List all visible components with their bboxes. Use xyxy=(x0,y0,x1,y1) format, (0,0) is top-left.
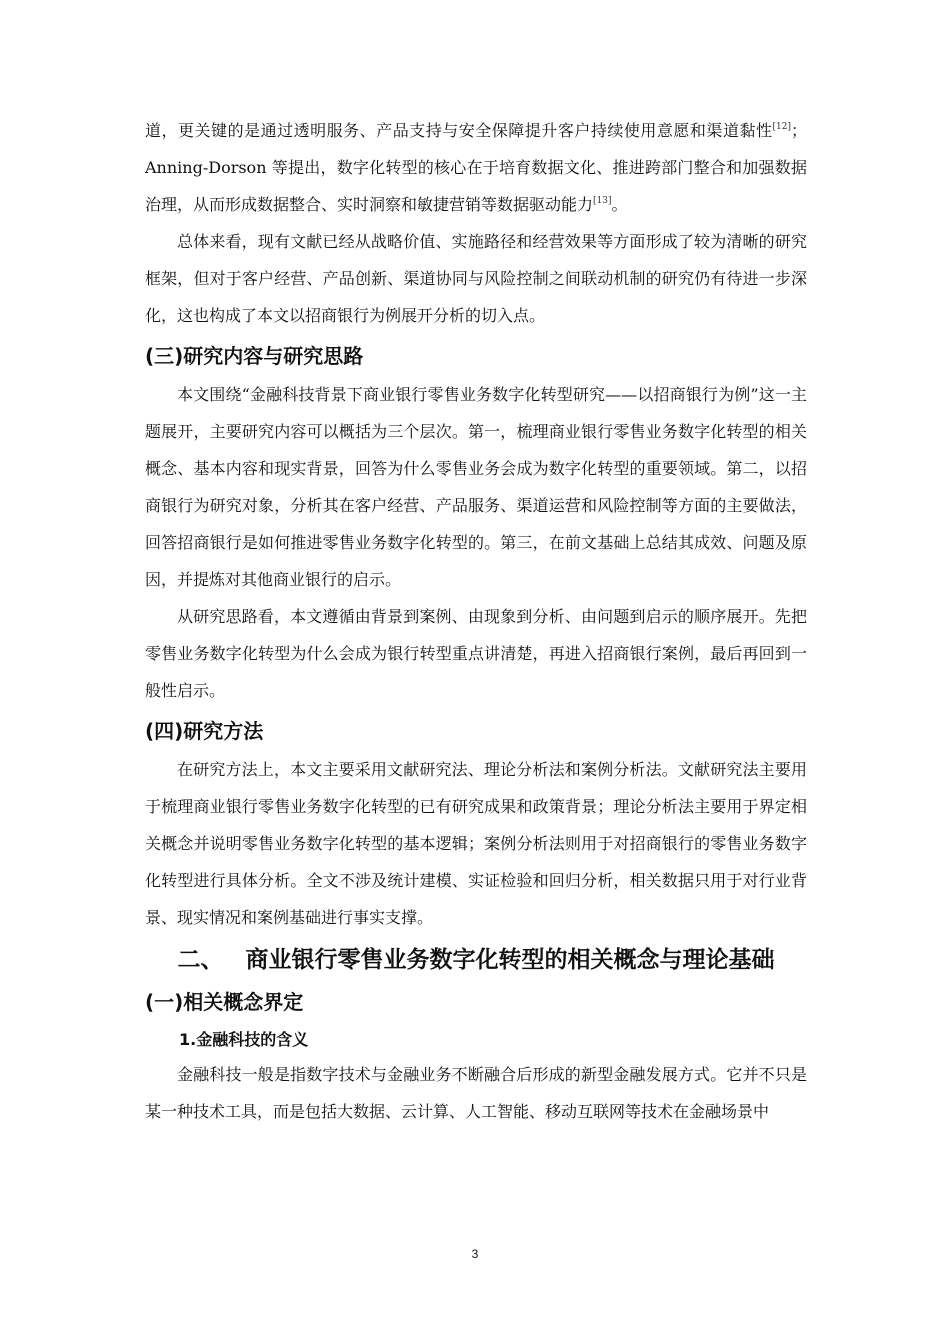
page-number: 3 xyxy=(471,1247,479,1261)
subsection-heading-fintech: 1.金融科技的含义 xyxy=(179,1030,309,1049)
paragraph-literature-review-end xyxy=(145,112,807,223)
paragraph-research-content: 本文围绕“金融科技背景下商业银行零售业务数字化转型研究——以招商银行为例”这一主题展开，主要研究内容可以概括为三个层次。第一，梳理商业银行零售业务数字化转型的相关概念、基本内容和现实背景，回答为什么零售业务会成为数字化转型的重要领域。第二，以招商银行为研究对象，分析其在客户经营、产品服务、渠道运营和风险控制等方面的主要做法，回答招商银行是如何推进零售业务数字化转型的。第三，在前文基础上总结其成效、问题及原因，并提炼对其他商业银行的启示。 xyxy=(145,385,807,589)
chapter-number: 二、 xyxy=(177,947,224,973)
section-heading-concepts: (一)相关概念界定 xyxy=(145,990,304,1014)
paragraph-research-methods: 在研究方法上，本文主要采用文献研究法、理论分析法和案例分析法。文献研究法主要用于梳理商业银行零售业务数字化转型的已有研究成果和政策背景；理论分析法主要用于界定相关概念并说明零售业务数字化转型的基本逻辑；案例分析法则用于对招商银行的零售业务数字化转型进行具体分析。全文不涉及统计建模、实证检验和回归分析，相关数据只用于对行业背景、现实情况和案例基础进行事实支撑。 xyxy=(145,760,807,927)
chapter-title: 商业银行零售业务数字化转型的相关概念与理论基础 xyxy=(245,947,775,973)
paragraph-research-approach: 从研究思路看，本文遵循由背景到案例、由现象到分析、由问题到启示的顺序展开。先把零售业务数字化转型为什么会成为银行转型重点讲清楚，再进入招商银行案例，最后再回到一般性启示。 xyxy=(145,607,807,700)
paragraph-text: 。 xyxy=(611,195,628,214)
citation-12: [12] xyxy=(772,122,791,132)
page-body xyxy=(145,112,807,1130)
paragraph-fintech-definition: 金融科技一般是指数字技术与金融业务不断融合后形成的新型金融发展方式。它并不只是某一种技术工具，而是包括大数据、云计算、人工智能、移动互联网等技术在金融场景中 xyxy=(145,1065,807,1121)
citation-13: [13] xyxy=(593,196,612,206)
section-heading-research-content: (三)研究内容与研究思路 xyxy=(145,344,364,368)
chapter-heading-2 xyxy=(145,936,807,980)
paragraph-literature-summary: 总体来看，现有文献已经从战略价值、实施路径和经营效果等方面形成了较为清晰的研究框架，但对于客户经营、产品创新、渠道协同与风险控制之间联动机制的研究仍有待进一步深化，这也构成了本文以招商银行为例展开分析的切入点。 xyxy=(145,232,807,325)
paragraph-text: 道，更关键的是通过透明服务、产品支持与安全保障提升客户持续使用意愿和渠道黏性 xyxy=(145,121,773,140)
paragraph-text: ；Anning-Dorson 等提出，数字化转型的核心在于培育数据文化、推进跨部门整合和加强数据治理，从而形成数据整合、实时洞察和敏捷营销等数据驱动能力 xyxy=(145,121,807,214)
section-heading-research-methods: (四)研究方法 xyxy=(145,719,264,743)
